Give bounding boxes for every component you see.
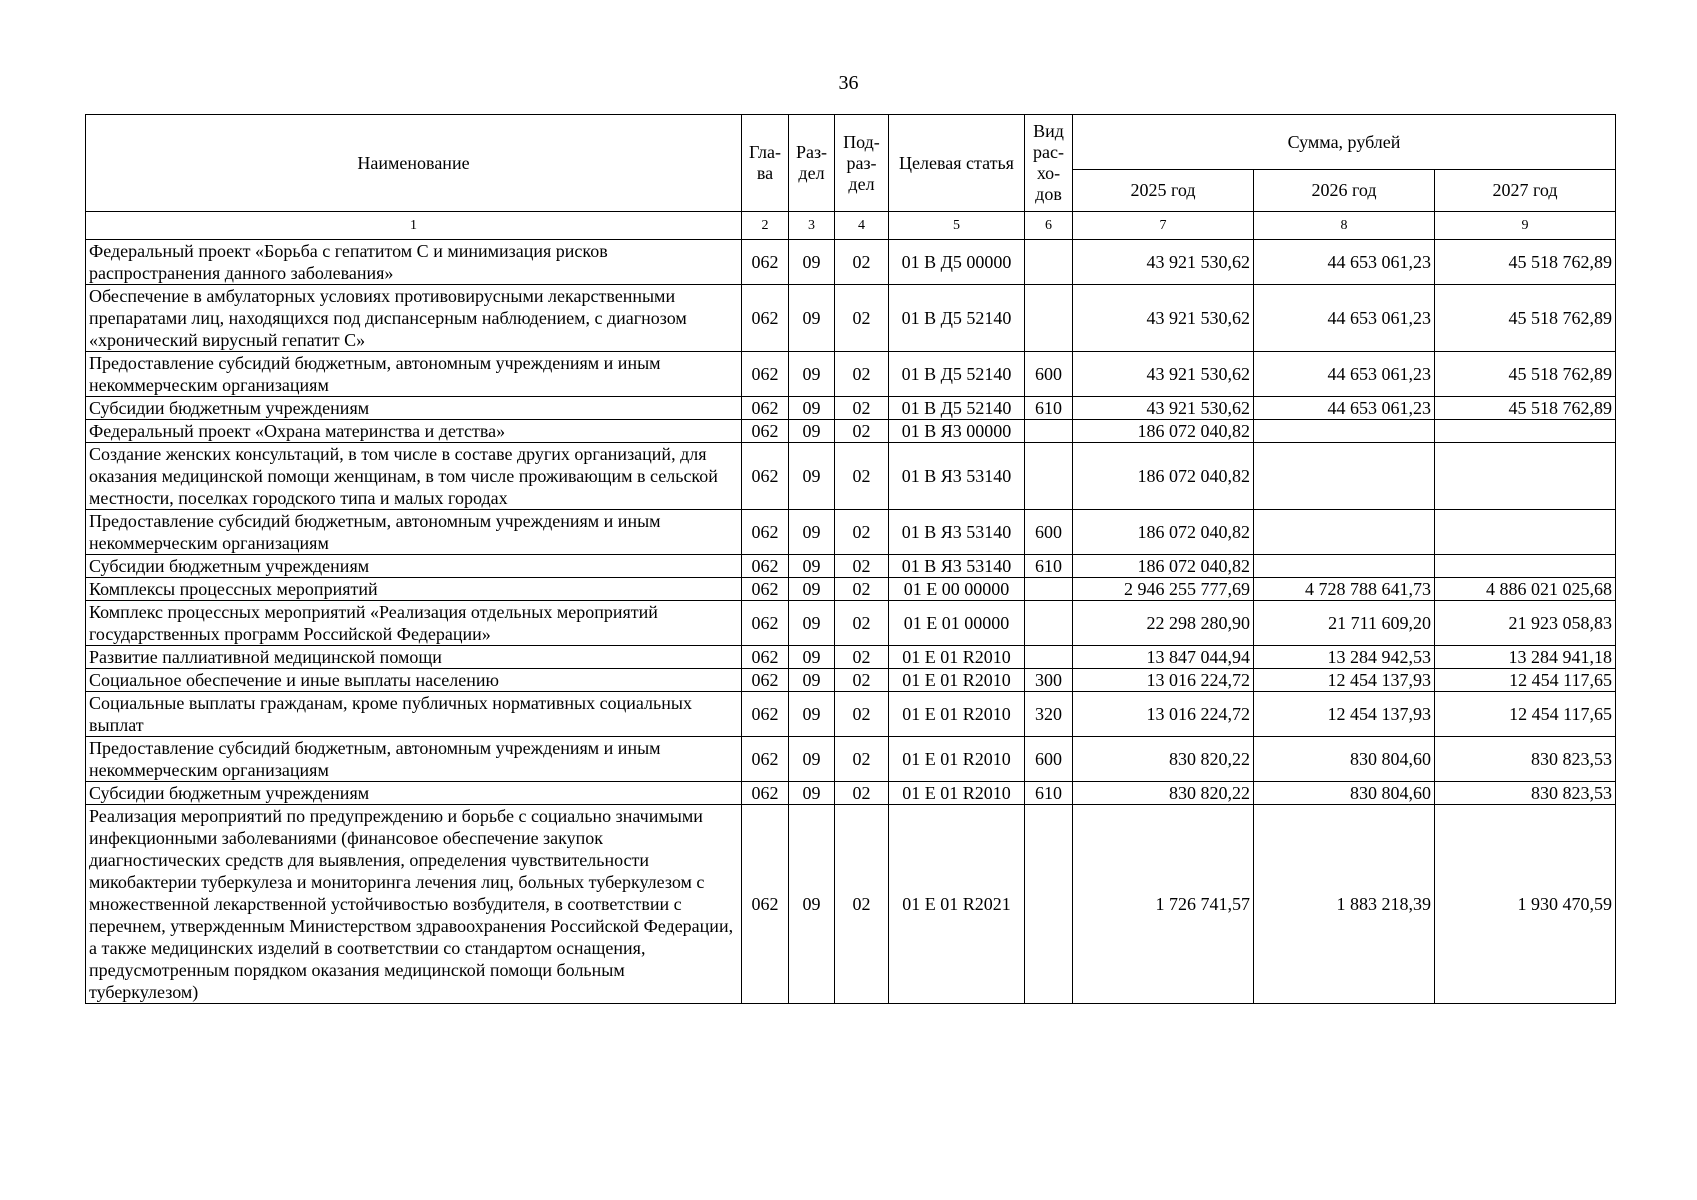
- row-vid-raskhodov: 610: [1025, 782, 1073, 805]
- row-amount-2025: 43 921 530,62: [1073, 352, 1254, 397]
- row-tselevaya-statya: 01 В Я3 53140: [889, 555, 1025, 578]
- row-vid-raskhodov: [1025, 805, 1073, 1004]
- row-tselevaya-statya: 01 В Я3 53140: [889, 443, 1025, 510]
- row-amount-2025: 43 921 530,62: [1073, 397, 1254, 420]
- table-row: [86, 692, 1616, 737]
- row-podrazdel: 02: [835, 669, 889, 692]
- row-amount-2025: 186 072 040,82: [1073, 443, 1254, 510]
- row-tselevaya-statya: 01 Е 01 R2021: [889, 805, 1025, 1004]
- row-glava: 062: [742, 782, 789, 805]
- row-amount-2025: 13 016 224,72: [1073, 669, 1254, 692]
- row-vid-raskhodov: 600: [1025, 737, 1073, 782]
- row-amount-2027: 12 454 117,65: [1435, 669, 1616, 692]
- row-glava: 062: [742, 692, 789, 737]
- row-glava: 062: [742, 420, 789, 443]
- row-podrazdel: 02: [835, 692, 889, 737]
- header-podrazdel: Под-раз-дел: [835, 115, 889, 212]
- row-amount-2027: 4 886 021 025,68: [1435, 578, 1616, 601]
- row-tselevaya-statya: 01 В Д5 52140: [889, 285, 1025, 352]
- row-vid-raskhodov: 320: [1025, 692, 1073, 737]
- row-tselevaya-statya: 01 Е 01 R2010: [889, 782, 1025, 805]
- row-amount-2025: 22 298 280,90: [1073, 601, 1254, 646]
- row-tselevaya-statya: 01 Е 01 R2010: [889, 669, 1025, 692]
- row-amount-2026: 44 653 061,23: [1254, 352, 1435, 397]
- row-razdel: 09: [789, 420, 835, 443]
- table-row: [86, 578, 1616, 601]
- row-vid-raskhodov: 610: [1025, 397, 1073, 420]
- row-podrazdel: 02: [835, 601, 889, 646]
- row-podrazdel: 02: [835, 420, 889, 443]
- row-tselevaya-statya: 01 Е 01 R2010: [889, 646, 1025, 669]
- row-amount-2025: 13 016 224,72: [1073, 692, 1254, 737]
- column-number: 3: [789, 212, 835, 240]
- row-podrazdel: 02: [835, 805, 889, 1004]
- column-number: 5: [889, 212, 1025, 240]
- row-glava: 062: [742, 397, 789, 420]
- row-vid-raskhodov: 600: [1025, 352, 1073, 397]
- row-vid-raskhodov: [1025, 285, 1073, 352]
- row-name: Субсидии бюджетным учреждениям: [86, 555, 742, 578]
- column-number: 8: [1254, 212, 1435, 240]
- row-name: Создание женских консультаций, в том числе в составе других организаций, для оказания медицинской помощи женщинам, в том числе проживающим в сельской местности, поселках городского типа и малых городах: [86, 443, 742, 510]
- row-glava: 062: [742, 443, 789, 510]
- row-podrazdel: 02: [835, 646, 889, 669]
- row-tselevaya-statya: 01 Е 01 00000: [889, 601, 1025, 646]
- row-tselevaya-statya: 01 В Д5 52140: [889, 397, 1025, 420]
- row-glava: 062: [742, 669, 789, 692]
- row-amount-2025: 830 820,22: [1073, 782, 1254, 805]
- budget-table: [85, 114, 1616, 1004]
- row-amount-2026: 44 653 061,23: [1254, 240, 1435, 285]
- table-body: [86, 240, 1616, 1004]
- column-numbers-row: [86, 212, 1616, 240]
- row-razdel: 09: [789, 646, 835, 669]
- row-glava: 062: [742, 240, 789, 285]
- row-razdel: 09: [789, 782, 835, 805]
- row-podrazdel: 02: [835, 443, 889, 510]
- row-glava: 062: [742, 352, 789, 397]
- row-amount-2027: 830 823,53: [1435, 782, 1616, 805]
- row-name: Обеспечение в амбулаторных условиях противовирусными лекарственными препаратами лиц, находящихся под диспансерным наблюдением, с диагнозом «хронический вирусный гепатит С»: [86, 285, 742, 352]
- row-razdel: 09: [789, 805, 835, 1004]
- row-amount-2027: 13 284 941,18: [1435, 646, 1616, 669]
- row-name: Социальное обеспечение и иные выплаты населению: [86, 669, 742, 692]
- row-amount-2026: 44 653 061,23: [1254, 285, 1435, 352]
- row-amount-2026: 12 454 137,93: [1254, 692, 1435, 737]
- row-amount-2025: 2 946 255 777,69: [1073, 578, 1254, 601]
- row-vid-raskhodov: 300: [1025, 669, 1073, 692]
- header-glava: Гла-ва: [742, 115, 789, 212]
- row-razdel: 09: [789, 397, 835, 420]
- row-podrazdel: 02: [835, 240, 889, 285]
- row-amount-2027: [1435, 443, 1616, 510]
- table-row: [86, 510, 1616, 555]
- row-podrazdel: 02: [835, 737, 889, 782]
- row-tselevaya-statya: 01 Е 01 R2010: [889, 692, 1025, 737]
- row-tselevaya-statya: 01 В Д5 00000: [889, 240, 1025, 285]
- row-amount-2027: [1435, 555, 1616, 578]
- row-amount-2027: [1435, 510, 1616, 555]
- table-row: [86, 240, 1616, 285]
- row-vid-raskhodov: [1025, 443, 1073, 510]
- row-amount-2026: [1254, 443, 1435, 510]
- row-amount-2027: 1 930 470,59: [1435, 805, 1616, 1004]
- row-vid-raskhodov: [1025, 240, 1073, 285]
- table-row: [86, 443, 1616, 510]
- row-razdel: 09: [789, 510, 835, 555]
- column-number: 7: [1073, 212, 1254, 240]
- row-tselevaya-statya: 01 В Я3 53140: [889, 510, 1025, 555]
- row-name: Субсидии бюджетным учреждениям: [86, 782, 742, 805]
- row-amount-2025: 186 072 040,82: [1073, 555, 1254, 578]
- row-name: Комплекс процессных мероприятий «Реализация отдельных мероприятий государственных программ Российской Федерации»: [86, 601, 742, 646]
- row-glava: 062: [742, 737, 789, 782]
- row-amount-2026: 13 284 942,53: [1254, 646, 1435, 669]
- header-year-2025: 2025 год: [1073, 170, 1254, 212]
- row-glava: 062: [742, 805, 789, 1004]
- row-razdel: 09: [789, 737, 835, 782]
- row-glava: 062: [742, 555, 789, 578]
- row-name: Федеральный проект «Охрана материнства и детства»: [86, 420, 742, 443]
- row-amount-2026: 1 883 218,39: [1254, 805, 1435, 1004]
- row-amount-2025: 186 072 040,82: [1073, 510, 1254, 555]
- row-name: Социальные выплаты гражданам, кроме публичных нормативных социальных выплат: [86, 692, 742, 737]
- row-name: Субсидии бюджетным учреждениям: [86, 397, 742, 420]
- column-number: 4: [835, 212, 889, 240]
- row-razdel: 09: [789, 240, 835, 285]
- row-podrazdel: 02: [835, 285, 889, 352]
- row-tselevaya-statya: 01 Е 01 R2010: [889, 737, 1025, 782]
- row-amount-2027: 45 518 762,89: [1435, 397, 1616, 420]
- row-vid-raskhodov: [1025, 578, 1073, 601]
- table-row: [86, 782, 1616, 805]
- row-name: Предоставление субсидий бюджетным, автономным учреждениям и иным некоммерческим организациям: [86, 737, 742, 782]
- column-number: 2: [742, 212, 789, 240]
- table-row: [86, 555, 1616, 578]
- column-number: 9: [1435, 212, 1616, 240]
- row-razdel: 09: [789, 443, 835, 510]
- row-amount-2026: 12 454 137,93: [1254, 669, 1435, 692]
- table-row: [86, 601, 1616, 646]
- row-amount-2026: [1254, 510, 1435, 555]
- row-vid-raskhodov: 610: [1025, 555, 1073, 578]
- row-amount-2026: 44 653 061,23: [1254, 397, 1435, 420]
- row-name: Предоставление субсидий бюджетным, автономным учреждениям и иным некоммерческим организациям: [86, 352, 742, 397]
- row-amount-2027: 45 518 762,89: [1435, 352, 1616, 397]
- row-razdel: 09: [789, 352, 835, 397]
- row-name: Реализация мероприятий по предупреждению и борьбе с социально значимыми инфекционными заболеваниями (финансовое обеспечение закупок диагностических средств для выявления, определения чувствительности микобактерии туберкулеза и мониторинга лечения лиц, больных туберкулезом с множественной лекарственной устойчивостью возбудителя, в соответствии с перечнем, утвержденным Министерством здравоохранения Российской Федерации, а также медицинских изделий в соответствии со стандартом оснащения, предусмотренным порядком оказания медицинской помощи больным туберкулезом): [86, 805, 742, 1004]
- row-podrazdel: 02: [835, 555, 889, 578]
- row-razdel: 09: [789, 578, 835, 601]
- table-row: [86, 352, 1616, 397]
- header-year-2026: 2026 год: [1254, 170, 1435, 212]
- row-name: Комплексы процессных мероприятий: [86, 578, 742, 601]
- row-amount-2027: 12 454 117,65: [1435, 692, 1616, 737]
- row-amount-2026: 830 804,60: [1254, 737, 1435, 782]
- header-summa: Сумма, рублей: [1073, 115, 1616, 170]
- row-name: Федеральный проект «Борьба с гепатитом С и минимизация рисков распространения данного заболевания»: [86, 240, 742, 285]
- row-tselevaya-statya: 01 В Д5 52140: [889, 352, 1025, 397]
- row-vid-raskhodov: [1025, 420, 1073, 443]
- table-row: [86, 285, 1616, 352]
- row-amount-2025: 43 921 530,62: [1073, 285, 1254, 352]
- header-name: Наименование: [86, 115, 742, 212]
- table-row: [86, 646, 1616, 669]
- table-row: [86, 805, 1616, 1004]
- row-amount-2026: 4 728 788 641,73: [1254, 578, 1435, 601]
- row-glava: 062: [742, 601, 789, 646]
- row-glava: 062: [742, 646, 789, 669]
- row-amount-2026: 830 804,60: [1254, 782, 1435, 805]
- row-amount-2027: 830 823,53: [1435, 737, 1616, 782]
- column-number: 1: [86, 212, 742, 240]
- row-amount-2025: 186 072 040,82: [1073, 420, 1254, 443]
- header-razdel: Раз-дел: [789, 115, 835, 212]
- row-razdel: 09: [789, 692, 835, 737]
- table-header: [86, 115, 1616, 240]
- table-row: [86, 397, 1616, 420]
- table-row: [86, 669, 1616, 692]
- row-razdel: 09: [789, 601, 835, 646]
- header-year-2027: 2027 год: [1435, 170, 1616, 212]
- page-number: 36: [838, 72, 859, 94]
- row-name: Развитие паллиативной медицинской помощи: [86, 646, 742, 669]
- row-amount-2025: 43 921 530,62: [1073, 240, 1254, 285]
- column-number: 6: [1025, 212, 1073, 240]
- row-razdel: 09: [789, 669, 835, 692]
- row-amount-2026: [1254, 555, 1435, 578]
- row-tselevaya-statya: 01 В Я3 00000: [889, 420, 1025, 443]
- row-razdel: 09: [789, 555, 835, 578]
- row-glava: 062: [742, 285, 789, 352]
- row-glava: 062: [742, 578, 789, 601]
- row-amount-2027: 21 923 058,83: [1435, 601, 1616, 646]
- row-amount-2026: [1254, 420, 1435, 443]
- row-podrazdel: 02: [835, 782, 889, 805]
- row-podrazdel: 02: [835, 352, 889, 397]
- row-amount-2025: 13 847 044,94: [1073, 646, 1254, 669]
- header-vid-raskhodov: Вид рас-хо-дов: [1025, 115, 1073, 212]
- row-razdel: 09: [789, 285, 835, 352]
- row-tselevaya-statya: 01 Е 00 00000: [889, 578, 1025, 601]
- row-amount-2027: 45 518 762,89: [1435, 285, 1616, 352]
- row-vid-raskhodov: [1025, 601, 1073, 646]
- row-amount-2026: 21 711 609,20: [1254, 601, 1435, 646]
- row-name: Предоставление субсидий бюджетным, автономным учреждениям и иным некоммерческим организациям: [86, 510, 742, 555]
- row-amount-2027: 45 518 762,89: [1435, 240, 1616, 285]
- row-amount-2027: [1435, 420, 1616, 443]
- row-podrazdel: 02: [835, 578, 889, 601]
- row-glava: 062: [742, 510, 789, 555]
- row-amount-2025: 1 726 741,57: [1073, 805, 1254, 1004]
- table-row: [86, 737, 1616, 782]
- header-tselevaya-statya: Целевая статья: [889, 115, 1025, 212]
- row-vid-raskhodov: [1025, 646, 1073, 669]
- row-podrazdel: 02: [835, 510, 889, 555]
- table-row: [86, 420, 1616, 443]
- row-amount-2025: 830 820,22: [1073, 737, 1254, 782]
- row-vid-raskhodov: 600: [1025, 510, 1073, 555]
- row-podrazdel: 02: [835, 397, 889, 420]
